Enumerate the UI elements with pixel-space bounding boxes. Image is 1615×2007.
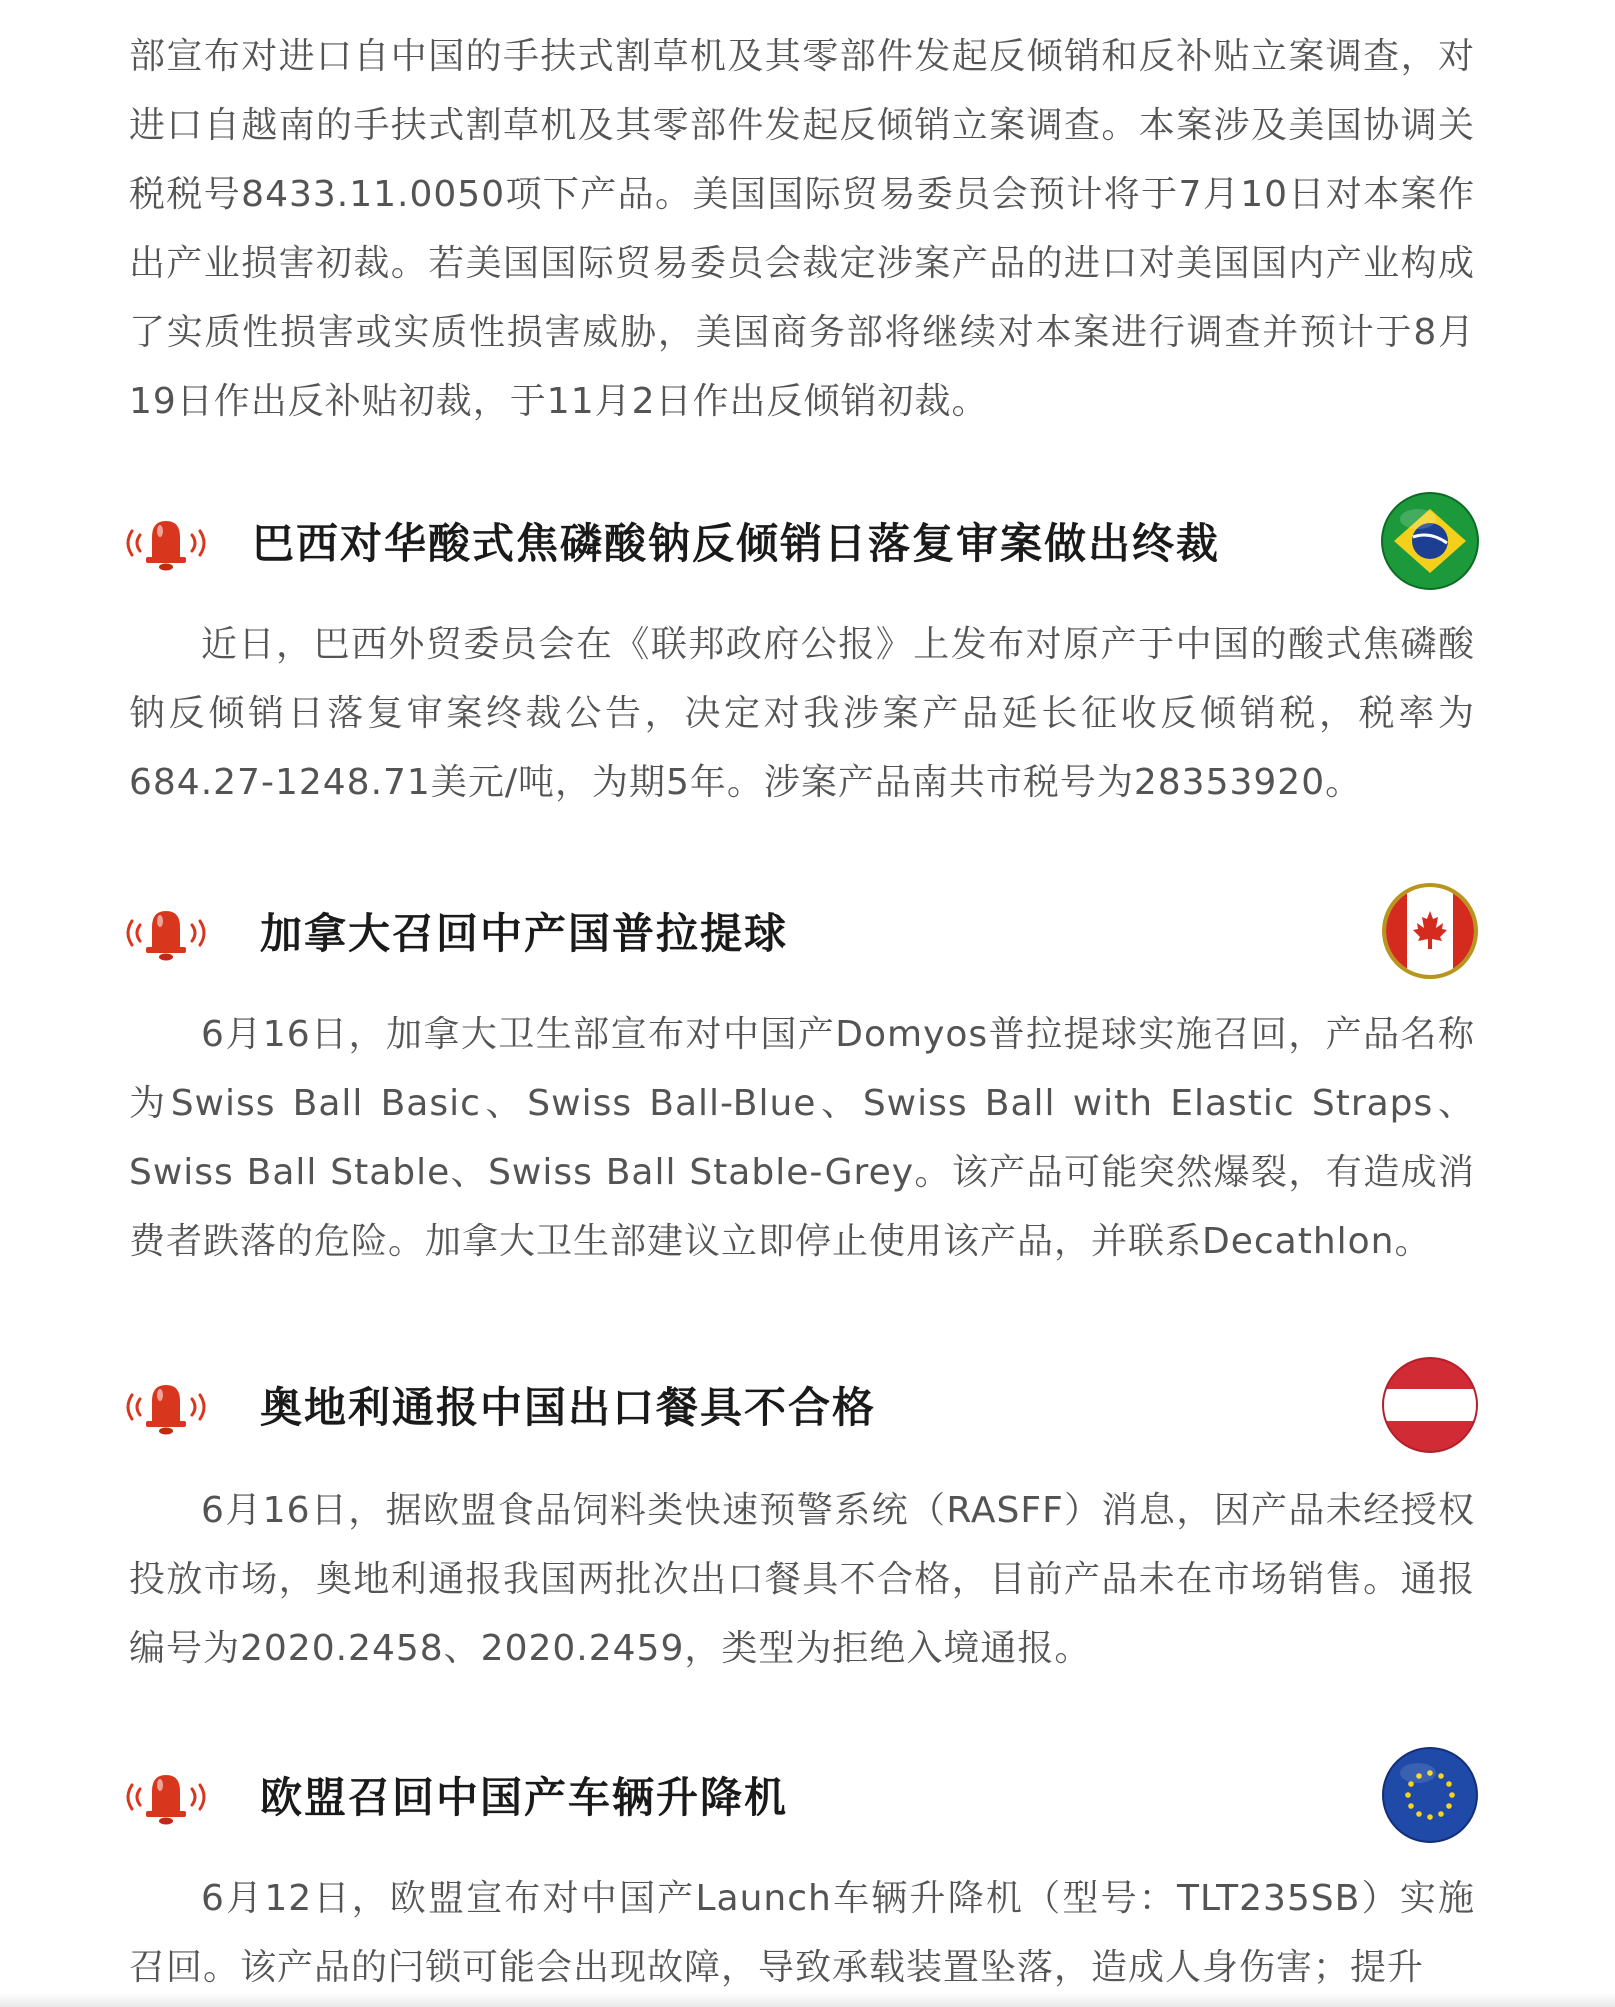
alarm-bell-icon	[118, 1377, 214, 1437]
austria-flag-icon	[1380, 1355, 1480, 1455]
section-title-canada: 加拿大召回中产国普拉提球	[260, 909, 789, 958]
section-heading-brazil	[118, 491, 1480, 591]
section-heading-austria	[118, 1355, 1480, 1455]
intro-paragraph: 部宣布对进口自中国的手扶式割草机及其零部件发起反倾销和反补贴立案调查，对进口自越南的手扶式割草机及其零部件发起反倾销立案调查。本案涉及美国协调关税税号8433.11.0050项下产品。美国国际贸易委员会预计将于7月10日对本案作出产业损害初裁。若美国国际贸易委员会裁定涉案产品的进口对美国国内产业构成了实质性损害或实质性损害威胁，美国商务部将继续对本案进行调查并预计于8月19日作出反补贴初裁，于11月2日作出反倾销初裁。	[129, 36, 1475, 422]
bottom-edge	[0, 1993, 1615, 2007]
section-body-eu: 6月12日，欧盟宣布对中国产Launch车辆升降机（型号：TLT235SB）实施召回。该产品的闩锁可能会出现故障，导致承载装置坠落，造成人身伤害；提升	[129, 1878, 1475, 1988]
alarm-bell-icon	[118, 513, 214, 573]
brazil-flag-icon	[1380, 491, 1480, 591]
section-body-austria: 6月16日，据欧盟食品饲料类快速预警系统（RASFF）消息，因产品未经授权投放市场，奥地利通报我国两批次出口餐具不合格，目前产品未在市场销售。通报编号为2020.2458、2020.2459，类型为拒绝入境通报。	[129, 1490, 1475, 1669]
section-body-brazil: 近日，巴西外贸委员会在《联邦政府公报》上发布对原产于中国的酸式焦磷酸钠反倾销日落复审案终裁公告，决定对我涉案产品延长征收反倾销税，税率为684.27-1248.71美元/吨，为期5年。涉案产品南共市税号为28353920。	[129, 624, 1475, 803]
canada-flag-icon	[1380, 881, 1480, 981]
section-title-eu: 欧盟召回中国产车辆升降机	[260, 1773, 789, 1822]
alarm-bell-icon	[118, 903, 214, 963]
section-heading-eu	[118, 1745, 1480, 1845]
section-title-brazil: 巴西对华酸式焦磷酸钠反倾销日落复审案做出终裁	[252, 519, 1221, 568]
eu-flag-icon	[1380, 1745, 1480, 1845]
section-body-canada: 6月16日，加拿大卫生部宣布对中国产Domyos普拉提球实施召回，产品名称为Swiss Ball Basic、Swiss Ball-Blue、Swiss Ball with Elastic Straps、Swiss Ball Stable、Swiss Ball Stable-Grey。该产品可能突然爆裂，有造成消费者跌落的危险。加拿大卫生部建议立即停止使用该产品，并联系Decathlon。	[129, 1014, 1476, 1262]
alarm-bell-icon	[118, 1767, 214, 1827]
section-title-austria: 奥地利通报中国出口餐具不合格	[260, 1383, 877, 1432]
section-heading-canada	[118, 881, 1480, 981]
